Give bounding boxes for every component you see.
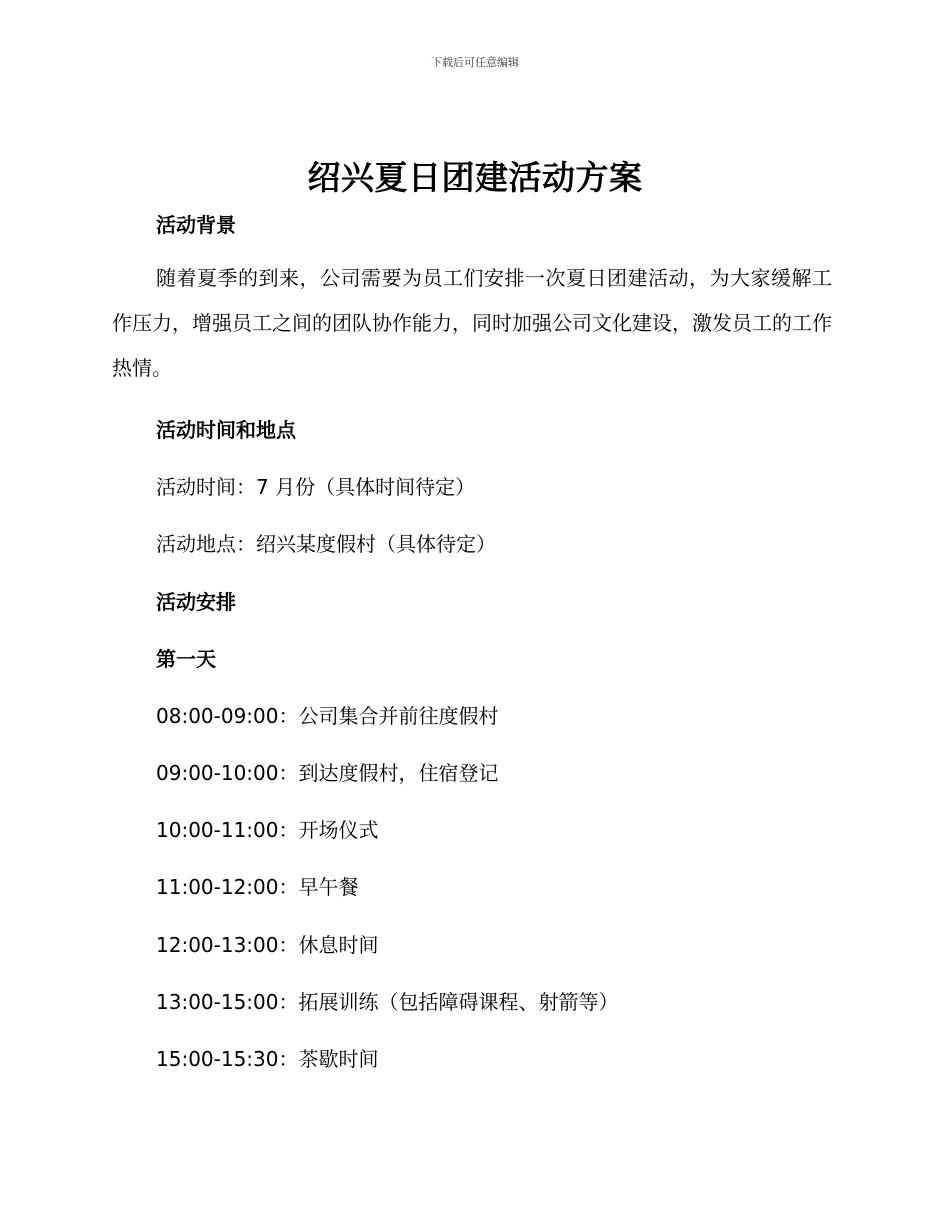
schedule-item: 13:00-15:00：拓展训练（包括障碍课程、射箭等）: [156, 990, 619, 1014]
header-note: 下载后可任意编辑: [431, 56, 519, 69]
schedule-item: 10:00-11:00：开场仪式: [156, 818, 379, 842]
schedule-item: 12:00-13:00：休息时间: [156, 933, 379, 957]
document-title: 绍兴夏日团建活动方案: [307, 158, 643, 197]
activity-time-line: 活动时间：7 月份（具体时间待定）: [156, 475, 476, 499]
paragraph-background: 随着夏季的到来，公司需要为员工们安排一次夏日团建活动，为大家缓解工作压力，增强员工之间的团队协作能力，同时加强公司文化建设，激发员工的工作热情。: [112, 266, 832, 380]
schedule-item: 09:00-10:00：到达度假村，住宿登记: [156, 761, 499, 785]
heading-arrangement: 活动安排: [156, 590, 236, 614]
schedule-item: 08:00-09:00：公司集合并前往度假村: [156, 704, 499, 728]
activity-place-line: 活动地点：绍兴某度假村（具体待定）: [156, 532, 496, 556]
schedule-item: 15:00-15:30：茶歇时间: [156, 1047, 379, 1071]
heading-day-one: 第一天: [156, 647, 216, 671]
heading-background: 活动背景: [156, 213, 236, 237]
schedule-item: 11:00-12:00：早午餐: [156, 875, 359, 899]
heading-time-place: 活动时间和地点: [156, 418, 296, 442]
